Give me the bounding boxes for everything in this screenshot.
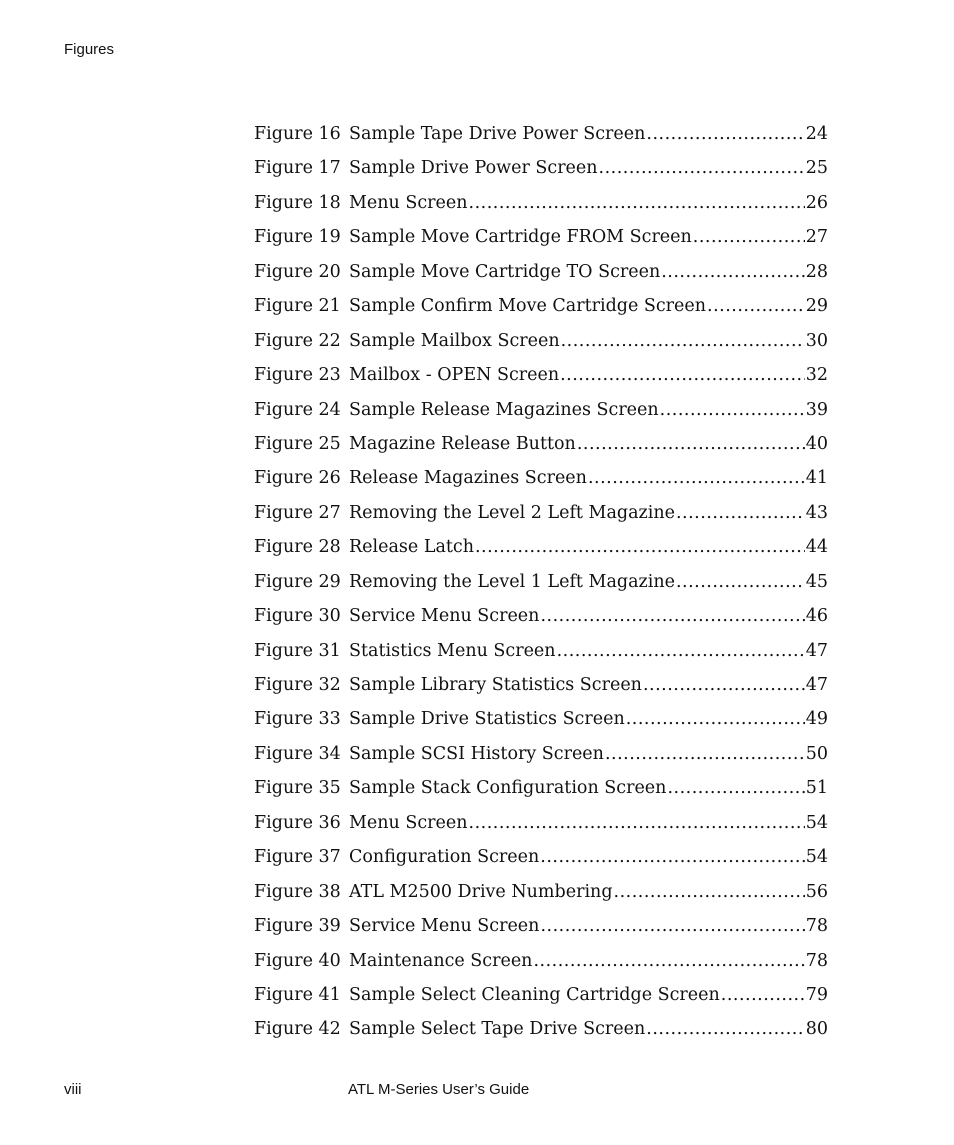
page-number: 24 bbox=[805, 124, 828, 144]
figure-number: Figure 27 bbox=[254, 502, 341, 523]
toc-entry[interactable] bbox=[254, 567, 828, 601]
figure-title: Sample Select Tape Drive Screen bbox=[349, 1019, 646, 1040]
dot-leader bbox=[707, 291, 805, 321]
page-number: 46 bbox=[805, 606, 828, 627]
dot-leader bbox=[469, 808, 805, 838]
figure-title: Statistics Menu Screen bbox=[349, 640, 556, 661]
figure-title: Sample SCSI History Screen bbox=[349, 743, 604, 764]
toc-entry[interactable] bbox=[254, 946, 828, 980]
figure-number: Figure 33 bbox=[254, 709, 341, 730]
page-number: 51 bbox=[805, 778, 828, 799]
figure-title: Sample Library Statistics Screen bbox=[349, 675, 642, 695]
figure-title: Menu Screen bbox=[349, 192, 468, 213]
dot-leader bbox=[577, 429, 805, 459]
figure-number: Figure 37 bbox=[254, 847, 341, 868]
dot-leader bbox=[540, 601, 804, 631]
figure-number: Figure 34 bbox=[254, 743, 341, 764]
figure-number: Figure 22 bbox=[254, 330, 341, 351]
page-number: 79 bbox=[805, 984, 828, 1005]
figure-title: Sample Move Cartridge FROM Screen bbox=[349, 227, 692, 248]
figure-number: Figure 26 bbox=[254, 468, 341, 489]
dot-leader bbox=[475, 532, 805, 562]
toc-entry[interactable] bbox=[254, 429, 828, 463]
dot-leader bbox=[533, 946, 804, 976]
figure-number: Figure 42 bbox=[254, 1019, 341, 1040]
page-number: 30 bbox=[805, 330, 828, 351]
dot-leader bbox=[560, 360, 805, 390]
figure-number: Figure 31 bbox=[254, 640, 341, 661]
figure-number: Figure 23 bbox=[254, 365, 341, 386]
figure-number: Figure 19 bbox=[254, 227, 341, 248]
page-number: 40 bbox=[805, 433, 828, 454]
dot-leader bbox=[676, 498, 805, 528]
figure-title: Removing the Level 1 Left Magazine bbox=[349, 571, 675, 592]
figure-number: Figure 39 bbox=[254, 916, 341, 937]
toc-entry[interactable] bbox=[254, 532, 828, 566]
figure-number: Figure 40 bbox=[254, 950, 341, 971]
dot-leader bbox=[643, 670, 805, 700]
toc-entry[interactable] bbox=[254, 153, 828, 187]
dot-leader bbox=[646, 119, 804, 149]
page-number: 44 bbox=[805, 537, 828, 558]
toc-entry[interactable] bbox=[254, 395, 828, 429]
figure-number: Figure 28 bbox=[254, 537, 341, 558]
figure-title: Removing the Level 2 Left Magazine bbox=[349, 502, 675, 523]
figure-title: Mailbox - OPEN Screen bbox=[349, 365, 560, 386]
page-number: 47 bbox=[805, 640, 828, 661]
dot-leader bbox=[599, 153, 805, 183]
toc-entry[interactable] bbox=[254, 326, 828, 360]
figure-number: Figure 36 bbox=[254, 812, 341, 833]
dot-leader bbox=[721, 980, 805, 1010]
page-number: 25 bbox=[805, 158, 828, 179]
page-number: 50 bbox=[805, 743, 828, 764]
toc-entry[interactable] bbox=[254, 360, 828, 394]
figure-title: Menu Screen bbox=[349, 812, 468, 833]
toc-entry[interactable] bbox=[254, 739, 828, 773]
figure-number: Figure 20 bbox=[254, 261, 341, 282]
figure-number: Figure 21 bbox=[254, 296, 341, 317]
toc-entry[interactable] bbox=[254, 980, 828, 1014]
toc-entry[interactable] bbox=[254, 222, 828, 256]
dot-leader bbox=[557, 636, 805, 666]
toc-entry[interactable] bbox=[254, 291, 828, 325]
toc-entry[interactable] bbox=[254, 498, 828, 532]
toc-entry[interactable] bbox=[254, 704, 828, 738]
figure-title: Release Latch bbox=[349, 537, 474, 558]
toc-entry[interactable] bbox=[254, 1014, 828, 1048]
figure-number: Figure 25 bbox=[254, 433, 341, 454]
figure-title: Service Menu Screen bbox=[349, 916, 540, 937]
dot-leader bbox=[661, 257, 804, 287]
page-number: 78 bbox=[805, 916, 828, 937]
figure-number: Figure 38 bbox=[254, 881, 341, 902]
page-number: 49 bbox=[805, 709, 828, 730]
figure-number: Figure 35 bbox=[254, 778, 341, 799]
figure-number: Figure 17 bbox=[254, 158, 341, 179]
toc-entry[interactable] bbox=[254, 463, 828, 497]
page-number: 80 bbox=[805, 1019, 828, 1040]
dot-leader bbox=[469, 188, 805, 218]
dot-leader bbox=[626, 704, 805, 734]
figure-title: Release Magazines Screen bbox=[349, 468, 587, 489]
dot-leader bbox=[561, 326, 805, 356]
page-number: 56 bbox=[805, 881, 828, 902]
figure-title: Configuration Screen bbox=[349, 847, 540, 868]
toc-entry[interactable] bbox=[254, 257, 828, 291]
toc-entry[interactable] bbox=[254, 188, 828, 222]
figure-title: Sample Select Cleaning Cartridge Screen bbox=[349, 984, 720, 1005]
toc-entry[interactable] bbox=[254, 842, 828, 876]
page-number: 54 bbox=[805, 812, 828, 833]
running-header: Figures bbox=[64, 41, 115, 58]
figure-title: Magazine Release Button bbox=[349, 433, 576, 454]
page-number: 43 bbox=[805, 502, 828, 523]
toc-entry[interactable] bbox=[254, 808, 828, 842]
figure-number: Figure 30 bbox=[254, 606, 341, 627]
dot-leader bbox=[614, 877, 805, 907]
page-number: 28 bbox=[805, 261, 828, 282]
footer-guide-title: ATL M-Series User’s Guide bbox=[348, 1081, 530, 1098]
toc-entry[interactable] bbox=[254, 601, 828, 635]
toc-entry[interactable] bbox=[254, 773, 828, 807]
dot-leader bbox=[540, 842, 804, 872]
page-number: 47 bbox=[805, 675, 828, 695]
page-number: 32 bbox=[805, 365, 828, 386]
dot-leader bbox=[660, 395, 805, 425]
page-number: 45 bbox=[805, 571, 828, 592]
figure-title: Sample Mailbox Screen bbox=[349, 330, 560, 351]
figure-title: Sample Tape Drive Power Screen bbox=[349, 124, 646, 144]
page-number: 29 bbox=[805, 296, 828, 317]
figure-number: Figure 32 bbox=[254, 675, 341, 695]
figure-title: Sample Drive Power Screen bbox=[349, 158, 598, 179]
page-number: 26 bbox=[805, 192, 828, 213]
toc-entry[interactable] bbox=[254, 877, 828, 911]
figure-title: Sample Confirm Move Cartridge Screen bbox=[349, 296, 707, 317]
page-number: 39 bbox=[805, 399, 828, 420]
figure-number: Figure 24 bbox=[254, 399, 341, 420]
figure-title: Service Menu Screen bbox=[349, 606, 540, 627]
figure-title: Sample Move Cartridge TO Screen bbox=[349, 261, 661, 282]
page-number: 78 bbox=[805, 950, 828, 971]
figure-title: Sample Release Magazines Screen bbox=[349, 399, 659, 420]
page-number: 54 bbox=[805, 847, 828, 868]
figure-title: Sample Drive Statistics Screen bbox=[349, 709, 625, 730]
figure-number: Figure 41 bbox=[254, 984, 341, 1005]
footer-page-number: viii bbox=[64, 1081, 82, 1098]
figure-title: Maintenance Screen bbox=[349, 950, 533, 971]
figure-number: Figure 16 bbox=[254, 124, 341, 144]
page-number: 27 bbox=[805, 227, 828, 248]
dot-leader bbox=[588, 463, 805, 493]
dot-leader bbox=[605, 739, 805, 769]
toc-entry[interactable] bbox=[254, 670, 828, 704]
figure-number: Figure 29 bbox=[254, 571, 341, 592]
figure-title: ATL M2500 Drive Numbering bbox=[349, 881, 613, 902]
toc-entry[interactable] bbox=[254, 119, 828, 153]
toc-entry[interactable] bbox=[254, 636, 828, 670]
toc-entry[interactable] bbox=[254, 911, 828, 945]
dot-leader bbox=[540, 911, 804, 941]
page-number: 41 bbox=[805, 468, 828, 489]
figure-number: Figure 18 bbox=[254, 192, 341, 213]
dot-leader bbox=[676, 567, 805, 597]
dot-leader bbox=[693, 222, 805, 252]
list-of-figures bbox=[254, 119, 828, 1049]
figure-title: Sample Stack Configuration Screen bbox=[349, 778, 667, 799]
dot-leader bbox=[667, 773, 804, 803]
dot-leader bbox=[646, 1014, 804, 1044]
